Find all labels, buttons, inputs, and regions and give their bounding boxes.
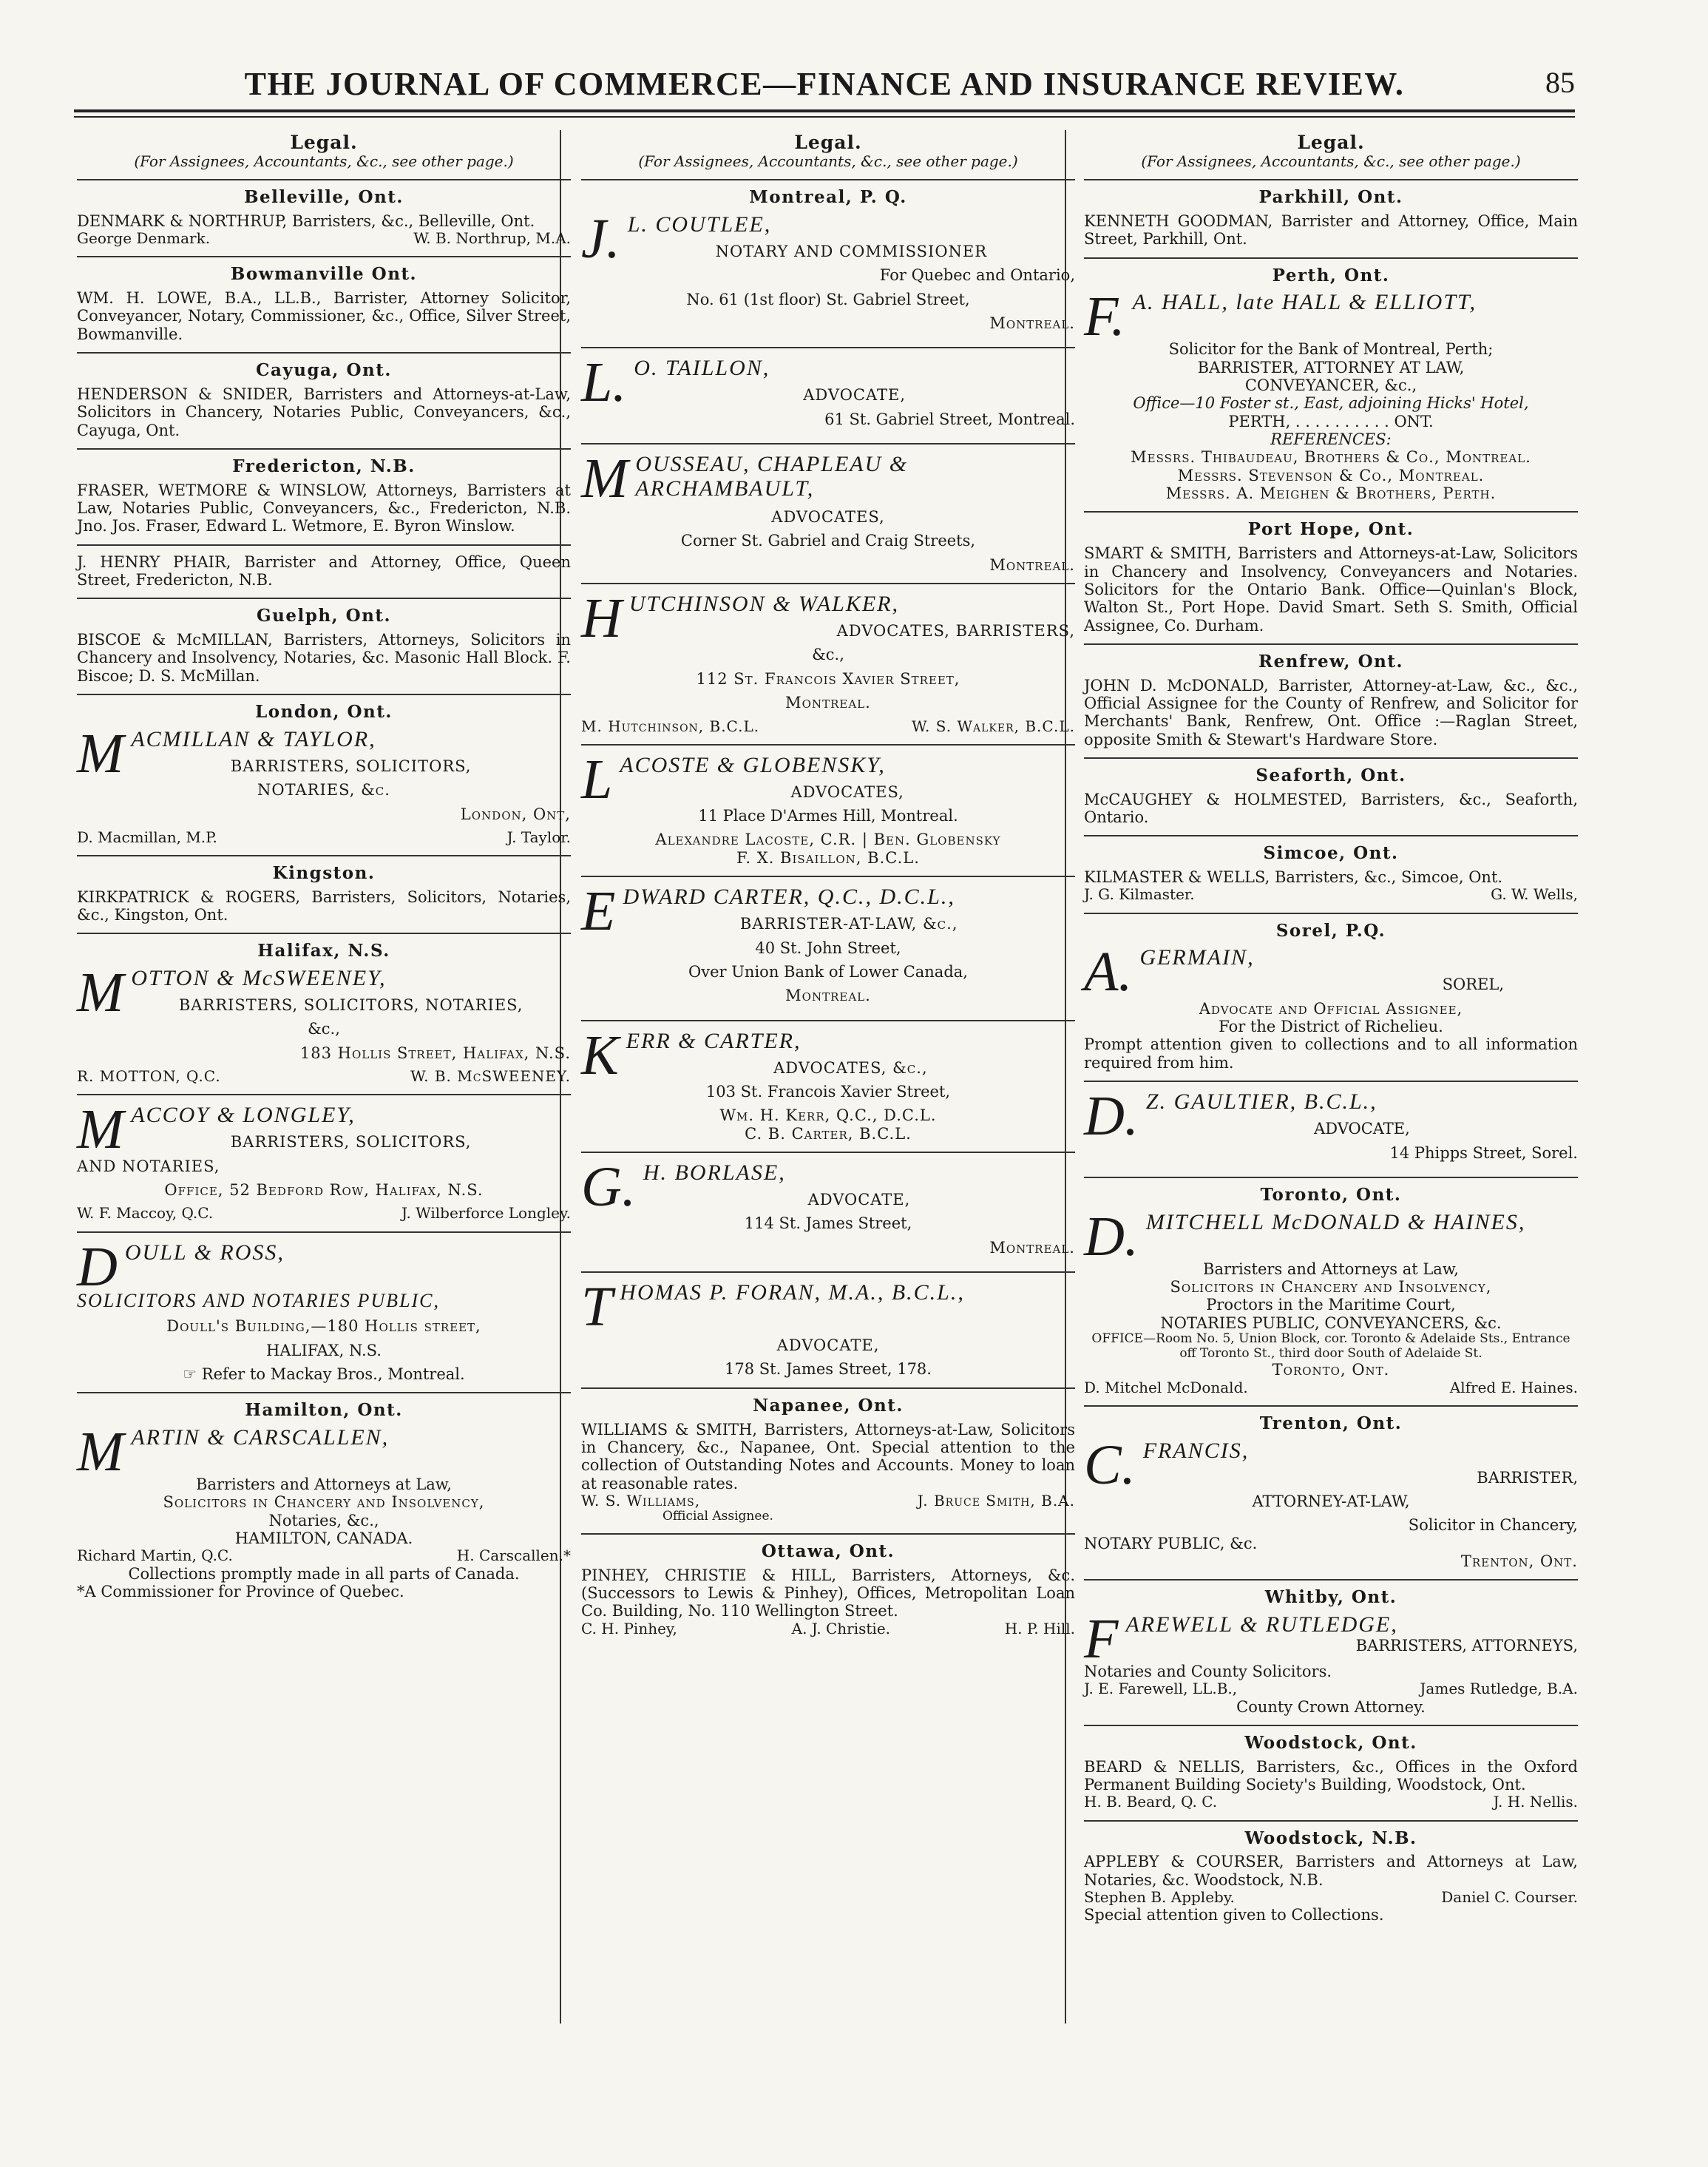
line: 183 Hollis Street, Halifax, N.S. xyxy=(299,1044,571,1062)
listing-text: JOHN D. McDONALD, Barrister, Attorney-at-Law, &c., &c., Official Assignee for the County of Renfrew, and Solicitor for Merchants' Bank, Renfrew, Ont. Office :—Raglan Street, opposite Smith & Stewart's Hardware Store. xyxy=(1084,676,1578,748)
town-heading: Hamilton, Ont. xyxy=(245,1400,403,1421)
line: ADVOCATE, xyxy=(1314,1120,1410,1138)
listing-lacoste xyxy=(581,748,1075,867)
listing-hutchinson xyxy=(581,587,1075,735)
line: ATTORNEY-AT-LAW, xyxy=(1252,1492,1410,1510)
line: &c., xyxy=(812,646,844,664)
initial-letter: M xyxy=(77,722,124,785)
town-heading: Guelph, Ont. xyxy=(257,606,391,626)
line: PERTH, . . . . . . . . . . ONT. xyxy=(1228,412,1434,430)
firm-name: HOMAS P. FORAN, M.A., B.C.L., xyxy=(620,1280,965,1305)
listing-text: FRASER, WETMORE & WINSLOW, Attorneys, Barristers at Law, Notaries Public, Conveyancers, &c., Fredericton, N.B. Jno. Jos. Fraser, Edward L. Wetmore, E. Byron Winslow. xyxy=(77,481,571,535)
line: NOTARIES PUBLIC, CONVEYANCERS, &c. xyxy=(1160,1314,1502,1332)
line: OFFICE—Room No. 5, Union Block, cor. Toronto & Adelaide Sts., Entrance off Toronto St., third door South of Adelaide St. xyxy=(1091,1331,1570,1361)
line: ADVOCATES, xyxy=(790,782,904,801)
firm-name: OUSSEAU, CHAPLEAU & ARCHAMBAULT, xyxy=(635,452,909,501)
initial-letter: T xyxy=(581,1276,613,1339)
partner-right: W. B. McSWEENEY. xyxy=(410,1067,571,1086)
line: Office, 52 Bedford Row, Halifax, N.S. xyxy=(164,1181,484,1200)
listing-gaultier xyxy=(1084,1085,1578,1168)
line: BARRISTERS, SOLICITORS, NOTARIES, xyxy=(178,996,523,1015)
firm-name: FRANCIS, xyxy=(1142,1438,1250,1463)
town-heading: Trenton, Ont. xyxy=(1259,1413,1403,1433)
line: BARRISTER, ATTORNEY AT LAW, xyxy=(1197,358,1465,376)
partner-right: Alfred E. Haines. xyxy=(1449,1378,1578,1396)
line: Solicitor in Chancery, xyxy=(1408,1516,1578,1535)
line: F. X. Bisaillon, B.C.L. xyxy=(736,848,920,867)
initial-letter: D. xyxy=(1084,1085,1139,1148)
partner-left: W. S. Williams, xyxy=(581,1491,701,1510)
line: ADVOCATES, &c., xyxy=(773,1058,928,1077)
firm-name: ARTIN & CARSCALLEN, xyxy=(131,1425,390,1450)
partner-right: J. Wilberforce Longley. xyxy=(401,1204,571,1223)
town-heading: Cayuga, Ont. xyxy=(256,360,392,381)
listing-whitby xyxy=(1084,1588,1578,1716)
listing-doull xyxy=(77,1235,571,1384)
partner-left: D. Mitchel McDonald. xyxy=(1084,1378,1248,1396)
partner-left: J. E. Farewell, LL.B., xyxy=(1084,1680,1238,1698)
line: Proctors in the Maritime Court, xyxy=(1206,1296,1456,1314)
partner-right: G. W. Wells, xyxy=(1491,885,1578,904)
listing-text: PINHEY, CHRISTIE & HILL, Barristers, Attorneys, &c. (Successors to Lewis & Pinhey), Offices, Metropolitan Loan Co. Building, No. 110 Wellington Street. xyxy=(581,1566,1075,1620)
town-heading: Toronto, Ont. xyxy=(1260,1184,1402,1205)
journal-title: THE JOURNAL OF COMMERCE—FINANCE AND INSURANCE REVIEW. xyxy=(244,66,1405,102)
firm-name: UTCHINSON & WALKER, xyxy=(628,592,899,617)
listing-hamilton xyxy=(77,1401,571,1600)
initial-letter: G. xyxy=(581,1156,636,1219)
listing-carter xyxy=(581,880,1075,1010)
section-header: Legal. xyxy=(794,132,862,153)
line: 14 Phipps Street, Sorel. xyxy=(1389,1143,1578,1162)
initial-letter: M xyxy=(77,1421,124,1483)
initial-letter: D. xyxy=(1084,1205,1139,1268)
line: ADVOCATE, xyxy=(807,1191,911,1209)
listing-text: KIRKPATRICK & ROGERS, Barristers, Solicitors, Notaries, &c., Kingston, Ont. xyxy=(77,888,571,924)
listing-toronto xyxy=(1084,1186,1578,1396)
line: 11 Place D'Armes Hill, Montreal. xyxy=(698,807,958,825)
line: 103 St. Francois Xavier Street, xyxy=(705,1082,951,1101)
partner-right: H. Carscallen.* xyxy=(456,1546,571,1565)
listing-text: DENMARK & NORTHRUP, Barristers, &c., Belleville, Ont. xyxy=(77,212,535,230)
line: BARRISTER, xyxy=(1477,1468,1578,1487)
town-heading: Kingston. xyxy=(272,863,376,884)
line: For Quebec and Ontario, xyxy=(879,266,1075,285)
partner-right: J. Taylor. xyxy=(506,828,571,846)
line: BARRISTERS, ATTORNEYS, xyxy=(1355,1637,1578,1655)
line: ADVOCATE, xyxy=(803,386,906,405)
listing-london xyxy=(77,703,571,846)
listing-text: BISCOE & McMILLAN, Barristers, Attorneys, Solicitors in Chancery and Insolvency, Notaries, &c. Masonic Hall Block. F. Biscoe; D. S. McMillan. xyxy=(77,631,571,685)
town-heading: Port Hope, Ont. xyxy=(1247,519,1414,540)
listing-trenton xyxy=(1084,1414,1578,1570)
references-heading: REFERENCES: xyxy=(1270,430,1392,449)
town-heading: Fredericton, N.B. xyxy=(232,456,416,476)
line: &c., xyxy=(308,1020,340,1038)
line: Montreal. xyxy=(785,694,871,712)
partner-left: M. Hutchinson, B.C.L. xyxy=(581,717,760,735)
firm-name: GERMAIN, xyxy=(1139,945,1255,970)
listing-text: KILMASTER & WELLS, Barristers, &c., Simcoe, Ont. xyxy=(1084,868,1503,887)
firm-name: AREWELL & RUTLEDGE, xyxy=(1125,1612,1398,1637)
town-heading: Woodstock, N.B. xyxy=(1244,1828,1417,1848)
town-heading: Bowmanville Ont. xyxy=(230,264,418,285)
column-3 xyxy=(1084,130,1578,1926)
initial-letter: M xyxy=(77,1098,124,1161)
line: Barristers and Attorneys at Law, xyxy=(1203,1260,1459,1278)
listing-renfrew xyxy=(1084,652,1578,748)
town-heading: Ottawa, Ont. xyxy=(761,1541,895,1561)
listing-cayuga xyxy=(77,361,571,439)
initial-letter: D xyxy=(77,1235,118,1298)
line: ADVOCATE, xyxy=(776,1336,880,1355)
town-heading: Perth, Ont. xyxy=(1272,265,1390,285)
masthead-rule-thin xyxy=(74,116,1575,118)
line: Corner St. Gabriel and Craig Streets, xyxy=(680,532,976,550)
reference: Messrs. Thibaudeau, Brothers & Co., Montreal. xyxy=(1131,448,1531,467)
initial-letter: A. xyxy=(1084,941,1133,1004)
partner-right: J. Bruce Smith, B.A. xyxy=(917,1491,1075,1510)
partner-middle: A. J. Christie. xyxy=(791,1619,891,1637)
town-heading: Sorel, P.Q. xyxy=(1275,920,1386,941)
town-heading: London, Ont. xyxy=(255,702,393,723)
listing-text: SMART & SMITH, Barristers and Attorneys-at-Law, Solicitors in Chancery and Insolvency, Conveyancers and Notaries. Solicitors for the Ontario Bank. Office—Quinlan's Block, Walton St., Port Hope. David Smart. Seth S. Smith, Official Assignee, Co. Durham. xyxy=(1084,544,1578,635)
partner-left: J. G. Kilmaster. xyxy=(1084,885,1195,904)
page-number: 85 xyxy=(1545,66,1575,99)
line: Advocate and Official Assignee, xyxy=(1199,999,1463,1018)
partner-left: George Denmark. xyxy=(77,229,211,248)
town-heading: Belleville, Ont. xyxy=(244,187,404,208)
line: BARRISTERS, SOLICITORS, xyxy=(230,757,472,775)
line: Alexandre Lacoste, C.R. | Ben. Globensky xyxy=(655,831,1001,849)
line: *A Commissioner for Province of Quebec. xyxy=(77,1582,404,1600)
line: Office—10 Foster st., East, adjoining Hicks' Hotel, xyxy=(1133,394,1529,413)
line: Solicitors in Chancery and Insolvency, xyxy=(1170,1277,1492,1296)
listing-text: J. HENRY PHAIR, Barrister and Attorney, Office, Queen Street, Fredericton, N.B. xyxy=(77,552,571,589)
listing-text: HENDERSON & SNIDER, Barristers and Attorneys-at-Law, Solicitors in Chancery, Notaries Public, Conveyancers, &c., Cayuga, Ont. xyxy=(77,385,571,439)
reference: Messrs. A. Meighen & Brothers, Perth. xyxy=(1165,484,1497,503)
listing-fredericton xyxy=(77,457,571,535)
partner-right: Daniel C. Courser. xyxy=(1441,1887,1578,1906)
listing-woodstock xyxy=(1084,1734,1578,1811)
partner-right: W. B. Northrup, M.A. xyxy=(413,229,571,248)
firm-name: OULL & ROSS, xyxy=(124,1240,285,1265)
listing-simcoe xyxy=(1084,844,1578,903)
listing-bowmanville xyxy=(77,265,571,343)
line: Solicitors in Chancery and Insolvency, xyxy=(163,1493,485,1512)
masthead-rule xyxy=(74,109,1575,112)
firm-name: MITCHELL McDONALD & HAINES, xyxy=(1145,1209,1526,1234)
listing-text: WM. H. LOWE, B.A., LL.B., Barrister, Attorney Solicitor, Conveyancer, Notary, Commissioner, &c., Office, Silver Street, Bowmanville. xyxy=(77,289,571,343)
town-heading: Whitby, Ont. xyxy=(1264,1587,1397,1608)
line: Montreal. xyxy=(785,987,871,1005)
line: 40 St. John Street, xyxy=(755,939,901,957)
firm-name: L. COUTLEE, xyxy=(627,212,772,237)
partner-right: H. P. Hill. xyxy=(1004,1619,1075,1637)
line: NOTARIES, &c. xyxy=(257,781,390,799)
line: Over Union Bank of Lower Canada, xyxy=(688,962,968,981)
line: 61 St. Gabriel Street, Montreal. xyxy=(824,410,1075,428)
listing-seaforth xyxy=(1084,766,1578,826)
listing-parkhill xyxy=(1084,188,1578,248)
line: Wm. H. Kerr, Q.C., D.C.L. xyxy=(719,1106,937,1125)
initial-letter: F xyxy=(1084,1608,1119,1671)
firm-name: Z. GAULTIER, B.C.L., xyxy=(1145,1089,1377,1115)
listing-mousseau xyxy=(581,447,1075,574)
line: AND NOTARIES, xyxy=(77,1157,220,1175)
line: Barristers and Attorneys at Law, xyxy=(196,1475,452,1493)
firm-name: O. TAILLON, xyxy=(634,356,770,381)
initial-letter: M xyxy=(581,447,628,510)
partner-left: C. H. Pinhey, xyxy=(581,1619,677,1637)
town-heading: Halifax, N.S. xyxy=(257,941,390,961)
line: ADVOCATES, BARRISTERS, xyxy=(836,622,1075,640)
partner-right: James Rutledge, B.A. xyxy=(1420,1680,1578,1698)
firm-name: ERR & CARTER, xyxy=(626,1028,802,1053)
partner-left: R. MOTTON, Q.C. xyxy=(77,1067,221,1086)
line: Toronto, Ont. xyxy=(1272,1361,1390,1379)
line: BARRISTER-AT-LAW, &c., xyxy=(739,915,958,933)
line: Collections promptly made in all parts of Canada. xyxy=(128,1564,520,1583)
initial-letter: F. xyxy=(1084,285,1125,348)
column-2 xyxy=(581,130,1075,1639)
initial-letter: M xyxy=(77,961,124,1024)
line: Solicitor for the Bank of Montreal, Perth; xyxy=(1168,340,1494,359)
section-subheader: (For Assignees, Accountants, &c., see other page.) xyxy=(134,152,514,170)
listing-belleville xyxy=(77,188,571,247)
listing-kerr xyxy=(581,1024,1075,1143)
line: Montreal. xyxy=(989,314,1075,332)
line: Special attention given to Collections. xyxy=(1084,1906,1384,1924)
line: Prompt attention given to collections and to all information required from him. xyxy=(1084,1035,1578,1072)
firm-name: ACCOY & LONGLEY, xyxy=(131,1103,356,1128)
line: Doull's Building,—180 Hollis street, xyxy=(166,1317,481,1336)
listing-ottawa xyxy=(581,1542,1075,1637)
listing-text: WILLIAMS & SMITH, Barristers, Attorneys-at-Law, Solicitors in Chancery, &c., Napanee, Ont. Special attention to the collection of Outstanding Notes and Accounts. Money to loan at reasonable rates. xyxy=(581,1420,1075,1492)
listing-text: APPLEBY & COURSER, Barristers and Attorneys at Law, Notaries, &c. Woodstock, N.B. xyxy=(1084,1853,1578,1889)
town-heading: Parkhill, Ont. xyxy=(1258,187,1403,208)
line: Trenton, Ont. xyxy=(1460,1552,1578,1571)
line: 114 St. James Street, xyxy=(744,1214,912,1233)
line: CONVEYANCER, &c., xyxy=(1244,376,1417,394)
partner-left: Stephen B. Appleby. xyxy=(1084,1887,1235,1906)
listing-text: BEARD & NELLIS, Barristers, &c., Offices in the Oxford Permanent Building Society's Building, Woodstock, Ont. xyxy=(1084,1757,1578,1794)
initial-letter: H xyxy=(581,587,622,650)
listing-coutlee xyxy=(581,207,1075,338)
initial-letter: K xyxy=(581,1024,619,1086)
line: ADVOCATES, xyxy=(771,508,885,527)
firm-name: H. BORLASE, xyxy=(643,1160,786,1186)
town-heading: Seaforth, Ont. xyxy=(1255,765,1406,786)
partner-title: Official Assignee. xyxy=(662,1509,773,1524)
partner-left: Richard Martin, Q.C. xyxy=(77,1546,233,1565)
initial-letter: E xyxy=(581,880,616,943)
partner-right: W. S. Walker, B.C.L. xyxy=(911,717,1075,735)
listing-borlase xyxy=(581,1156,1075,1262)
listing-sorel xyxy=(1084,922,1578,1072)
line: NOTARY PUBLIC, &c. xyxy=(1084,1534,1258,1552)
section-subheader: (For Assignees, Accountants, &c., see other page.) xyxy=(1141,152,1521,170)
listing-maccoy xyxy=(77,1098,571,1223)
partner-right: J. H. Nellis. xyxy=(1493,1793,1578,1811)
listing-napanee xyxy=(581,1396,1075,1524)
line: Notaries and County Solicitors. xyxy=(1084,1663,1332,1681)
section-subheader: (For Assignees, Accountants, &c., see other page.) xyxy=(638,152,1018,170)
partner-left: D. Macmillan, M.P. xyxy=(77,828,217,846)
firm-name: DWARD CARTER, Q.C., D.C.L., xyxy=(623,885,955,910)
line: Montreal. xyxy=(989,1238,1075,1257)
column-1 xyxy=(77,130,571,1602)
line: County Crown Attorney. xyxy=(1236,1697,1426,1716)
line: Notaries, &c., xyxy=(268,1511,379,1529)
listing-text: McCAUGHEY & HOLMESTED, Barristers, &c., Seaforth, Ontario. xyxy=(1084,790,1578,827)
initial-letter: L. xyxy=(581,351,627,414)
line: For the District of Richelieu. xyxy=(1219,1018,1443,1036)
listing-kingston xyxy=(77,864,571,924)
firm-name: OTTON & McSWEENEY, xyxy=(131,966,387,991)
line: Montreal. xyxy=(989,555,1075,574)
listing-perth xyxy=(1084,266,1578,503)
town-heading: Renfrew, Ont. xyxy=(1258,651,1403,672)
section-header: Legal. xyxy=(290,132,358,153)
line: BARRISTERS, SOLICITORS, xyxy=(230,1133,472,1152)
reference: Messrs. Stevenson & Co., Montreal. xyxy=(1177,466,1485,484)
listing-halifax xyxy=(77,941,571,1085)
firm-name: A. HALL, late HALL & ELLIOTT, xyxy=(1132,290,1477,315)
initial-letter: C. xyxy=(1084,1433,1136,1496)
listing-woodstock-nb xyxy=(1084,1829,1578,1924)
line: SOREL, xyxy=(1442,976,1504,994)
section-header: Legal. xyxy=(1297,132,1365,153)
town-heading: Montreal, P. Q. xyxy=(749,187,907,208)
line: No. 61 (1st floor) St. Gabriel Street, xyxy=(686,290,970,308)
line: 178 St. James Street, 178. xyxy=(725,1360,932,1379)
initial-letter: J. xyxy=(581,207,620,270)
town-heading: Napanee, Ont. xyxy=(753,1395,904,1416)
firm-name: ACMILLAN & TAYLOR, xyxy=(131,726,376,751)
listing-text: KENNETH GOODMAN, Barrister and Attorney, Office, Main Street, Parkhill, Ont. xyxy=(1084,212,1578,249)
line: NOTARY AND COMMISSIONER xyxy=(715,242,988,260)
firm-name: ACOSTE & GLOBENSKY, xyxy=(620,752,886,777)
partner-left: H. B. Beard, Q. C. xyxy=(1084,1793,1218,1811)
listing-guelph xyxy=(77,606,571,685)
town-heading: Woodstock, Ont. xyxy=(1244,1733,1417,1753)
line: HALIFAX, N.S. xyxy=(266,1341,382,1359)
partner-left: W. F. Maccoy, Q.C. xyxy=(77,1204,214,1223)
listing-taillon xyxy=(581,351,1075,434)
town-heading: Simcoe, Ont. xyxy=(1263,843,1399,864)
listing-foran xyxy=(581,1276,1075,1379)
line: HAMILTON, CANADA. xyxy=(234,1529,413,1548)
line: London, Ont, xyxy=(460,805,571,823)
listing-phair xyxy=(77,553,571,589)
listing-porthope xyxy=(1084,520,1578,634)
line: C. B. Carter, B.C.L. xyxy=(745,1124,912,1143)
firm-description: SOLICITORS AND NOTARIES PUBLIC, xyxy=(77,1289,441,1311)
line: ☞ Refer to Mackay Bros., Montreal. xyxy=(183,1365,465,1383)
line: 112 St. Francois Xavier Street, xyxy=(696,669,960,688)
initial-letter: L xyxy=(581,748,613,811)
